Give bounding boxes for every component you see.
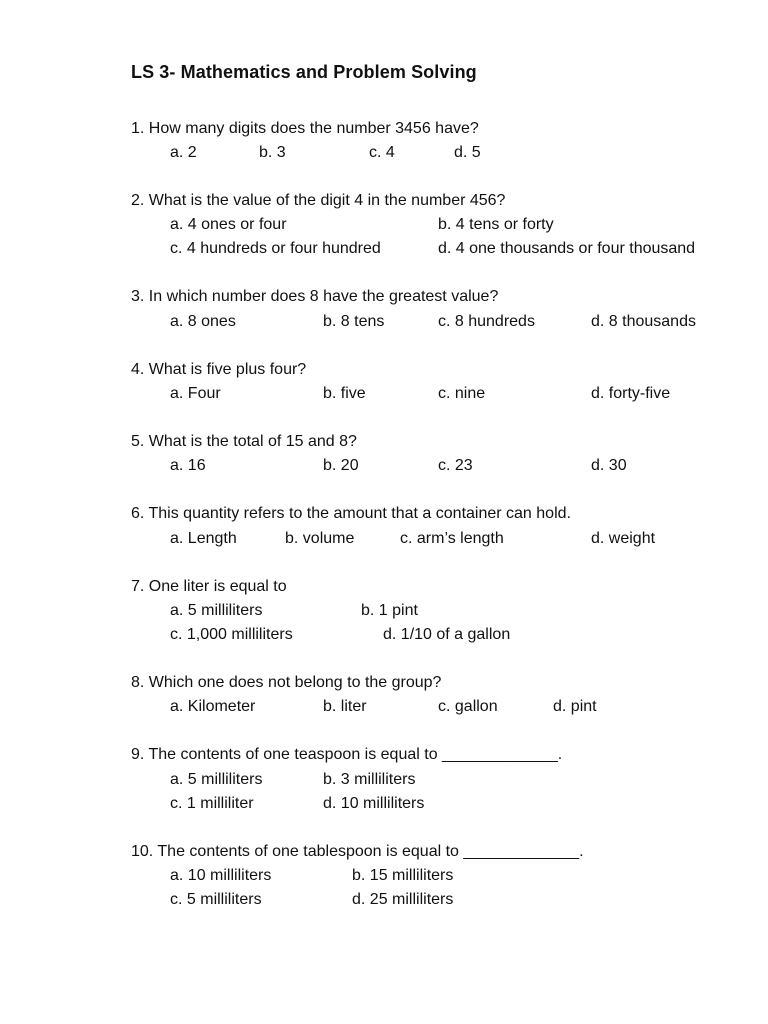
question-7: 7. One liter is equal to — [131, 578, 287, 595]
q1-option-b: b. 3 — [259, 144, 286, 161]
q9-option-d: d. 10 milliliters — [323, 795, 425, 812]
q2-option-d: d. 4 one thousands or four thousand — [438, 240, 696, 257]
q7-option-c: c. 1,000 milliliters — [170, 626, 293, 643]
q9-option-b: b. 3 milliliters — [323, 771, 416, 788]
q3-option-c: c. 8 hundreds — [438, 313, 535, 330]
question-3: 3. In which number does 8 have the greatest value? — [131, 288, 499, 305]
q4-option-b: b. five — [323, 385, 366, 402]
q6-option-d: d. weight — [591, 530, 656, 547]
q5-option-b: b. 20 — [323, 457, 359, 474]
q7-option-a: a. 5 milliliters — [170, 602, 263, 619]
question-8: 8. Which one does not belong to the group? — [131, 674, 442, 691]
q4-option-d: d. forty-five — [591, 385, 671, 402]
q5-option-a: a. 16 — [170, 457, 206, 474]
q9-option-a: a. 5 milliliters — [170, 771, 263, 788]
q2-option-c: c. 4 hundreds or four hundred — [170, 240, 381, 257]
q6-option-b: b. volume — [285, 530, 355, 547]
q7-option-b: b. 1 pint — [361, 602, 418, 619]
q1-option-d: d. 5 — [454, 144, 481, 161]
question-5: 5. What is the total of 15 and 8? — [131, 433, 357, 450]
q10-option-d: d. 25 milliliters — [352, 891, 454, 908]
q8-option-b: b. liter — [323, 698, 367, 715]
q8-option-a: a. Kilometer — [170, 698, 256, 715]
q6-option-a: a. Length — [170, 530, 237, 547]
q1-option-c: c. 4 — [369, 144, 395, 161]
question-9: 9. The contents of one teaspoon is equal to _____________. — [131, 746, 563, 763]
q8-option-d: d. pint — [553, 698, 597, 715]
q8-option-c: c. gallon — [438, 698, 498, 715]
q1-option-a: a. 2 — [170, 144, 197, 161]
q2-option-a: a. 4 ones or four — [170, 216, 287, 233]
question-1: 1. How many digits does the number 3456 have? — [131, 120, 479, 137]
question-2: 2. What is the value of the digit 4 in the number 456? — [131, 192, 506, 209]
question-6: 6. This quantity refers to the amount that a container can hold. — [131, 505, 571, 522]
question-10: 10. The contents of one tablespoon is equal to _____________. — [131, 843, 584, 860]
q3-option-a: a. 8 ones — [170, 313, 236, 330]
q7-option-d: d. 1/10 of a gallon — [383, 626, 511, 643]
q10-option-a: a. 10 milliliters — [170, 867, 272, 884]
q2-option-b: b. 4 tens or forty — [438, 216, 554, 233]
q3-option-d: d. 8 thousands — [591, 313, 696, 330]
question-4: 4. What is five plus four? — [131, 361, 307, 378]
q4-option-c: c. nine — [438, 385, 486, 402]
q10-option-c: c. 5 milliliters — [170, 891, 262, 908]
q10-option-b: b. 15 milliliters — [352, 867, 454, 884]
q5-option-d: d. 30 — [591, 457, 627, 474]
q5-option-c: c. 23 — [438, 457, 473, 474]
q3-option-b: b. 8 tens — [323, 313, 385, 330]
q9-option-c: c. 1 milliliter — [170, 795, 254, 812]
q6-option-c: c. arm’s length — [400, 530, 504, 547]
q4-option-a: a. Four — [170, 385, 221, 402]
page-title: LS 3- Mathematics and Problem Solving — [131, 62, 477, 82]
